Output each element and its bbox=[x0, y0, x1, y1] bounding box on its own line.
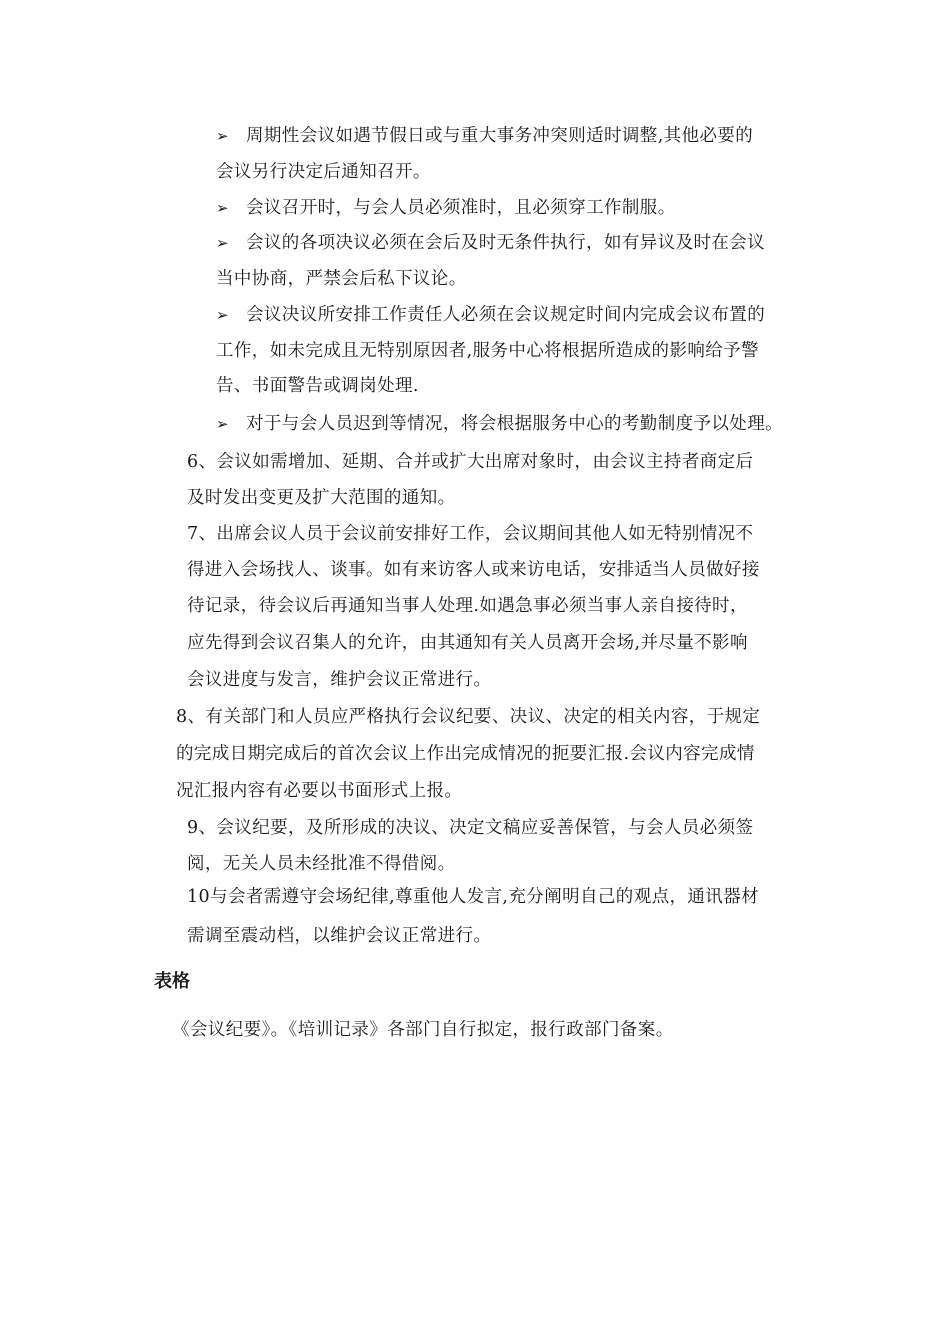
item-7-line-5: 会议进度与发言，维护会议正常进行。 bbox=[187, 670, 492, 690]
bullet-1-line-1: 周期性会议如遇节假日或与重大事务冲突则适时调整,其他必要的 bbox=[246, 126, 754, 146]
bullet-4-line-2: 工作，如未完成且无特别原因者,服务中心将根据所造成的影响给予警 bbox=[216, 341, 759, 361]
section-heading: 表格 bbox=[154, 971, 190, 992]
bullet-arrow-icon: ➢ bbox=[216, 234, 229, 252]
item-9-line-1: 9、会议纪要，及所形成的决议、决定文稿应妥善保管，与会人员必须签 bbox=[187, 818, 754, 838]
section-text: 《会议纪要》。《培训记录》各部门自行拟定，报行政部门备案。 bbox=[172, 1020, 674, 1040]
bullet-4-line-1: 会议决议所安排工作责任人必须在会议规定时间内完成会议布置的 bbox=[246, 305, 766, 325]
item-7-line-4: 应先得到会议召集人的允许，由其通知有关人员离开会场,并尽量不影响 bbox=[187, 633, 748, 653]
item-10-line-2: 需调至震动档，以维护会议正常进行。 bbox=[187, 926, 492, 946]
bullet-3-line-1: 会议的各项决议必须在会后及时无条件执行，如有异议及时在会议 bbox=[246, 233, 766, 253]
item-8-line-3: 况汇报内容有必要以书面形式上报。 bbox=[176, 781, 463, 801]
bullet-4-line-3: 告、书面警告或调岗处理. bbox=[216, 376, 419, 396]
bullet-arrow-icon: ➢ bbox=[216, 306, 229, 324]
item-8-line-1: 8、有关部门和人员应严格执行会议纪要、决议、决定的相关内容，于规定 bbox=[176, 707, 761, 727]
bullet-arrow-icon: ➢ bbox=[216, 199, 229, 217]
bullet-arrow-icon: ➢ bbox=[216, 127, 229, 145]
item-10-line-1: 10与会者需遵守会场纪律,尊重他人发言,充分阐明自己的观点，通讯器材 bbox=[187, 887, 759, 907]
item-6-line-1: 6、会议如需增加、延期、合并或扩大出席对象时，由会议主持者商定后 bbox=[187, 452, 754, 472]
item-7-line-3: 待记录，待会议后再通知当事人处理.如遇急事必须当事人亲自接待时， bbox=[187, 596, 748, 616]
bullet-arrow-icon: ➢ bbox=[216, 415, 229, 433]
bullet-3-line-2: 当中协商，严禁会后私下议论。 bbox=[216, 269, 467, 289]
item-9-line-2: 阅，无关人员未经批准不得借阅。 bbox=[187, 854, 456, 874]
item-8-line-2: 的完成日期完成后的首次会议上作出完成情况的扼要汇报.会议内容完成情 bbox=[176, 744, 755, 764]
bullet-2-line-1: 会议召开时，与会人员必须准时，且必须穿工作制服。 bbox=[246, 198, 676, 218]
item-6-line-2: 及时发出变更及扩大范围的通知。 bbox=[187, 488, 456, 508]
bullet-1-line-2: 会议另行决定后通知召开。 bbox=[216, 162, 431, 182]
bullet-5-line-1: 对于与会人员迟到等情况，将会根据服务中心的考勤制度予以处理。 bbox=[246, 414, 783, 434]
item-7-line-2: 得进入会场找人、谈事。如有来访客人或来访电话，安排适当人员做好接 bbox=[187, 560, 760, 580]
item-7-line-1: 7、出席会议人员于会议前安排好工作，会议期间其他人如无特别情况不 bbox=[187, 524, 754, 544]
